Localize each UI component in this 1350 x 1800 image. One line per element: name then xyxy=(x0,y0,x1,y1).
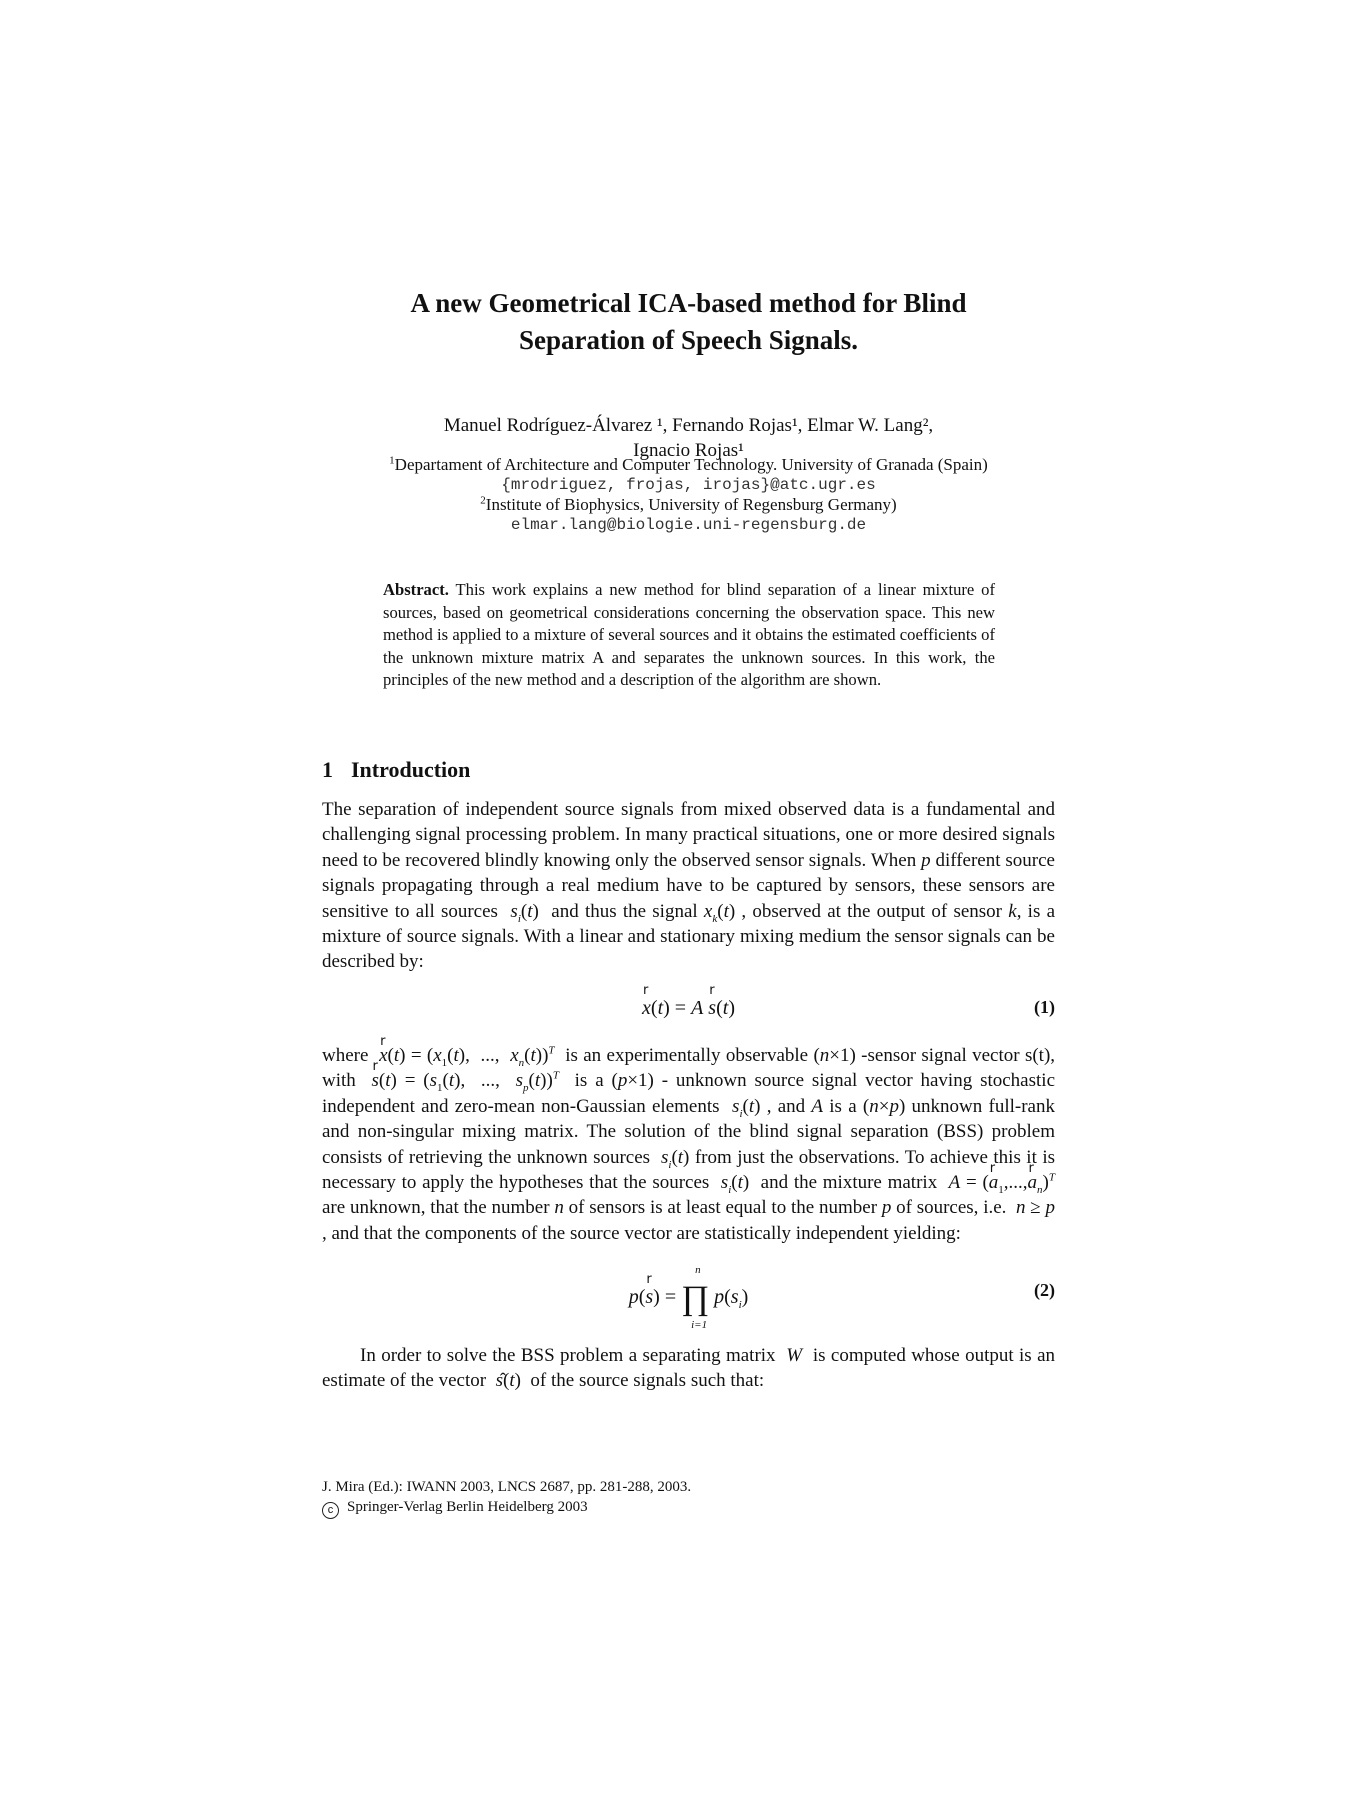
intro-paragraph-2: where r $x(t) = (x_1(t)$, ..., $x_n(t))^T$ is an experimentally observable (n×1) -sensor signal vector s(t), with r $s(t) = (s_1(t)$, ..., $s_p(t))^T$ is a (p×1) - unknown source signal vector having stochastic independent and zero-mean non-Gaussian elements $s_i(t)$ , and A is a (n×p) unknown full-rank and non-singular mixing matrix. The solution of the blind signal separation (BSS) problem consists of retrieving the unknown sources $s_i(t)$ from just the observations. To achieve this it is necessary to apply the hypotheses that the sources $s_i(t)$ and the mixture matrix A = (r $a_1,...,r$ $a_n)^T$ are unknown, that the number n of sensors is at least equal to the number p of sources, i.e. n ≥ p , and that the components of the source vector are statistically independent yielding: xyxy=(322,1043,1055,1246)
page-footer xyxy=(322,1477,691,1519)
intro-paragraph-1: The separation of independent source signals from mixed observed data is a fundamental and challenging signal processing problem. In many practical situations, one or more desired signals need to be recovered blindly knowing only the observed sensor signals. When p different source signals propagating through a real medium have to be captured by sensors, these sensors are sensitive to all sources $s_i(t)$ and thus the signal $x_k(t)$ , observed at the output of sensor k, is a mixture of source signals. With a linear and stationary mixing medium the sensor signals can be described by: xyxy=(322,799,1056,973)
footer-citation: J. Mira (Ed.): IWANN 2003, LNCS 2687, pp. 281-288, 2003. xyxy=(322,1479,692,1495)
product-operator: ∏ n i=1 xyxy=(681,1264,710,1331)
section-heading-introduction xyxy=(322,757,470,783)
footer-publisher: Springer-Verlag Berlin Heidelberg 2003 xyxy=(347,1499,588,1515)
section-number: 1 xyxy=(322,757,333,782)
affiliation-1-text: Departament of Architecture and Computer Technology. University of Granada (Spain) xyxy=(394,455,988,474)
affiliation-1-mark: 1 xyxy=(389,454,395,467)
section-title: Introduction xyxy=(351,757,471,782)
paper-title xyxy=(322,285,1055,359)
copyright-icon: c xyxy=(322,1502,339,1519)
abstract xyxy=(383,579,995,692)
email-1: {mrodriguez, frojas, irojas}@atc.ugr.es xyxy=(501,476,876,494)
equation-1-expression: r x(t) = A r s(t) xyxy=(322,997,1055,1020)
affiliation-2 xyxy=(300,495,1077,515)
email-2: elmar.lang@biologie.uni-regensburg.de xyxy=(510,516,867,534)
abstract-text: This work explains a new method for blind separation of a linear mixture of sources, based on geometrical considerations concerning the observation space. This new method is applied to a mixture of several sources and it obtains the estimated coefficients of the unknown mixture matrix A and separates the unknown sources. In this work, the principles of the new method and a description of the algorithm are shown. xyxy=(383,580,995,690)
equation-2-expression: p(r s) = ∏ n i=1 $p(s_i)$ xyxy=(322,1280,1055,1318)
affiliation-2-mark: 2 xyxy=(480,494,486,507)
abstract-label: Abstract. xyxy=(383,580,449,599)
equation-1 xyxy=(322,997,1055,1027)
intro-paragraph-3: In order to solve the BSS problem a separating matrix W is computed whose output is an estimate of the vector ŝ(t) of the source signals such that: xyxy=(322,1345,1056,1392)
affiliation-1 xyxy=(300,455,1077,475)
title-line-2: Separation of Speech Signals. xyxy=(518,325,859,355)
authors-line-1: Manuel Rodríguez-Álvarez ¹, Fernando Rojas¹, Elmar W. Lang², xyxy=(443,415,934,436)
affiliation-2-text: Institute of Biophysics, University of Regensburg Germany) xyxy=(485,495,897,514)
affiliations xyxy=(300,455,1077,535)
equation-1-tag: (1) xyxy=(1034,997,1055,1017)
authors-line-2: Ignacio Rojas¹ xyxy=(633,440,744,461)
footer-copyright xyxy=(322,1497,691,1519)
title-line-1: A new Geometrical ICA-based method for Blind xyxy=(410,288,967,318)
equation-2 xyxy=(322,1264,1055,1331)
equation-2-tag: (2) xyxy=(1034,1280,1055,1300)
